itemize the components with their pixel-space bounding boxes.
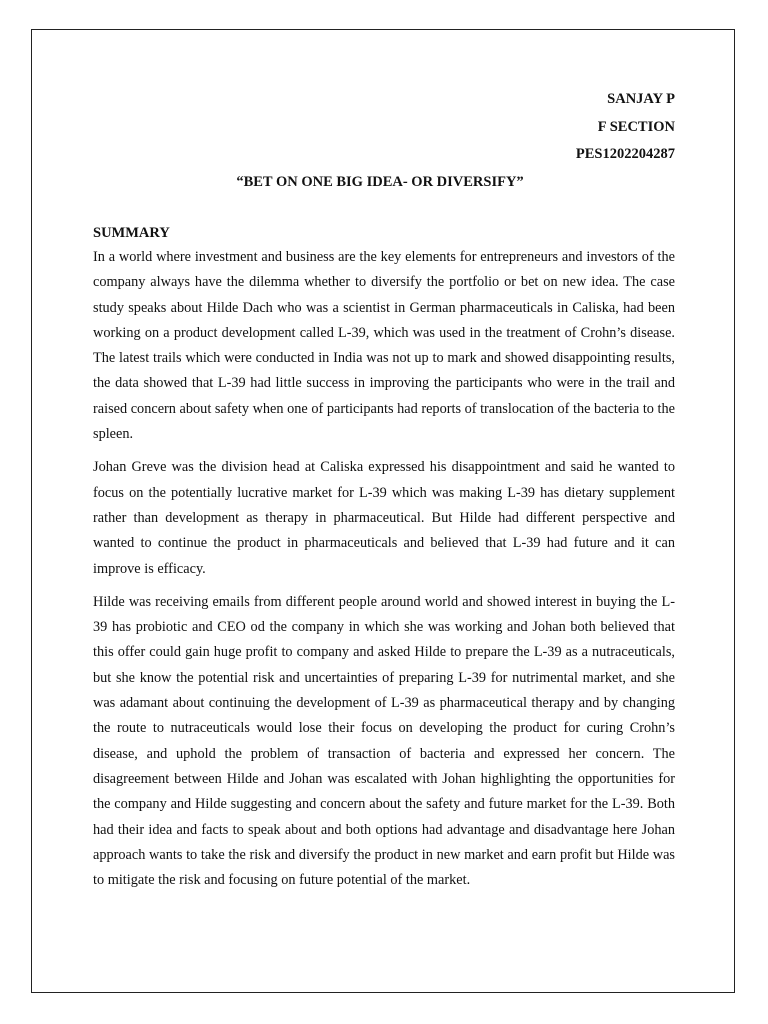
author-id: PES1202204287: [575, 146, 675, 162]
summary-paragraph-3: Hilde was receiving emails from different people around world and showed interest in buying the L-39 has probiotic and CEO od the company in which she was working and Johan both believed that this offer could gain huge profit to company and asked Hilde to prepare the L-39 as a nutraceuticals, but she know the potential risk and uncertainties of preparing L-39 for nutrimental market, and she was adamant about continuing the development of L-39 as pharmaceutical therapy and by changing the route to nutraceuticals would lose their focus on developing the product for curing Crohn’s disease, and uphold the problem of transaction of bacteria and expressed her concern. The disagreement between Hilde and Johan was escalated with Johan highlighting the opportunities for the company and Hilde suggesting and concern about the safety and future market for the L-39. Both had their idea and facts to speak about and both options had advantage and disadvantage here Johan approach wants to take the risk and diversify the product in new market and earn profit but Hilde was to mitigate the risk and focusing on future potential of the market.: [93, 593, 675, 889]
document-title: “BET ON ONE BIG IDEA- OR DIVERSIFY”: [236, 173, 524, 190]
author-name: SANJAY P: [607, 91, 675, 107]
author-section: F SECTION: [597, 118, 675, 135]
document-body: [93, 86, 675, 901]
summary-heading: SUMMARY: [93, 225, 170, 241]
summary-paragraph-1: In a world where investment and business are the key elements for entrepreneurs and investors of the company always have the dilemma whether to diversify the portfolio or bet on new idea. The case study speaks about Hilde Dach who was a scientist in German pharmaceuticals in Caliska, had been working on a product development called L-39, which was used in the treatment of Crohn’s disease. The latest trails which were conducted in India was not up to mark and showed disappointing results, the data showed that L-39 had little success in improving the participants who were in the trail and raised concern about safety when one of participants had reports of translocation of the bacteria to the spleen.: [93, 249, 675, 443]
summary-paragraph-2: Johan Greve was the division head at Caliska expressed his disappointment and said he wanted to focus on the potentially lucrative market for L-39 which was making L-39 has dietary supplement rather than development as therapy in pharmaceutical. But Hilde had different perspective and wanted to continue the product in pharmaceuticals and believed that L-39 had future and it can improve is efficacy.: [93, 459, 675, 577]
author-block: [93, 86, 675, 169]
